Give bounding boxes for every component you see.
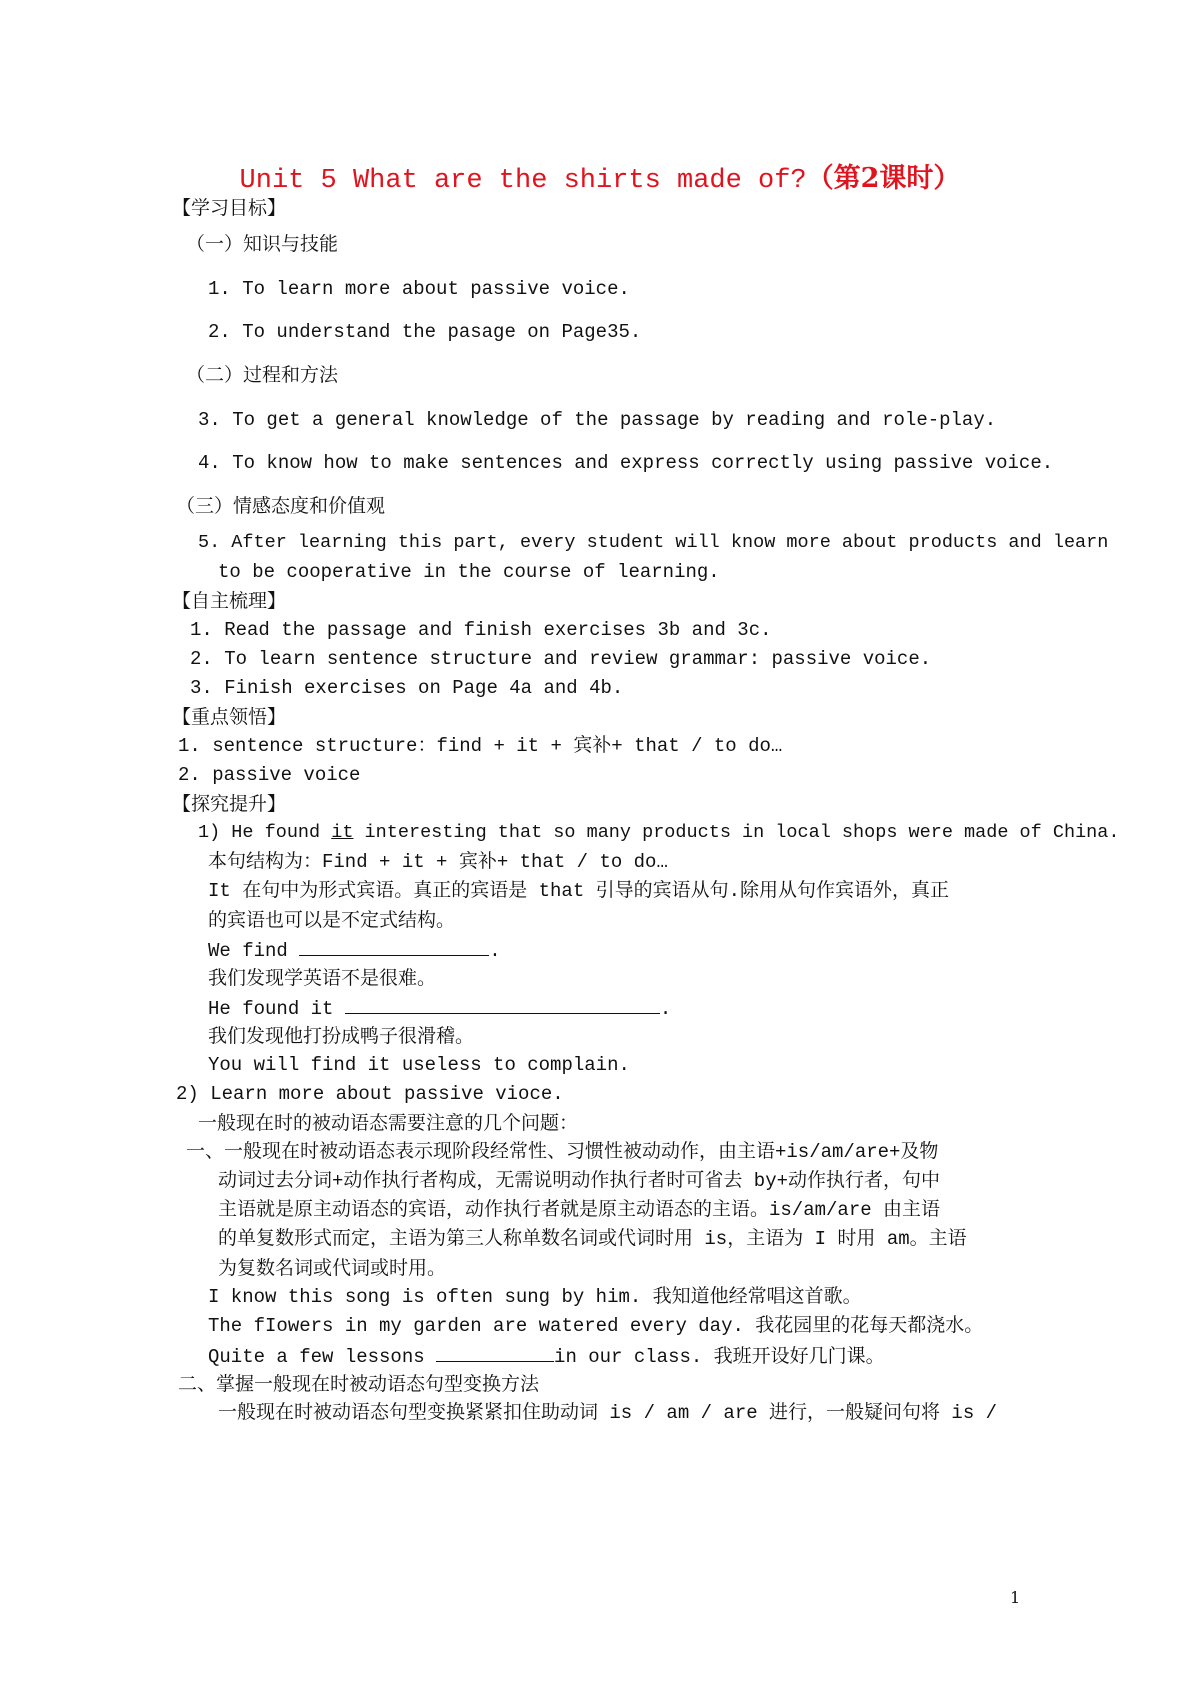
example-sentence-1: I know this song is often sung by him. 我知道他经常唱这首歌。: [208, 1286, 862, 1308]
sentence-3-blank[interactable]: [436, 1343, 554, 1362]
objective-item-5-line1: 5. After learning this part, every student will know more about products and learn: [198, 532, 1109, 553]
rule-1-line4: 的单复数形式而定，主语为第三人称单数名词或代词时用 is，主语为 I 时用 am。主语: [218, 1228, 967, 1250]
exercise-he-found-translation: 我们发现他打扮成鸭子很滑稽。: [208, 1025, 475, 1047]
example-1-structure: 本句结构为：Find + it + 宾补+ that / to do…: [208, 851, 668, 873]
we-find-blank[interactable]: [299, 937, 489, 956]
he-found-period: .: [659, 998, 672, 1020]
key-point-item-1: 1. sentence structure：find + it + 宾补+ that / to do…: [178, 735, 783, 757]
title-main: Unit 5 What are the shirts made of?: [239, 166, 807, 196]
objective-item-3: 3. To get a general knowledge of the passage by reading and role-play.: [198, 409, 997, 431]
rule-1-line3: 主语就是原主动语态的宾语，动作执行者就是原主动语态的主语。is/am/are 由主语: [218, 1199, 941, 1221]
title-lesson: （第2课时）: [806, 163, 961, 194]
sentence-3-prefix: Quite a few lessons: [208, 1346, 437, 1368]
example-2-heading: 2) Learn more about passive vioce.: [176, 1083, 564, 1105]
example-2-subheading: 一般现在时的被动语态需要注意的几个问题：: [198, 1112, 579, 1134]
we-find-text: We find: [208, 940, 288, 962]
section-heading-objectives: 【学习目标】: [172, 197, 287, 219]
example-sentence-2: The fIowers in my garden are watered every day. 我花园里的花每天都浇水。: [208, 1315, 984, 1337]
objective-item-1: 1. To learn more about passive voice.: [208, 278, 630, 300]
key-point-item-2: 2. passive voice: [178, 764, 361, 786]
objectives-part2-heading: （二）过程和方法: [186, 364, 339, 386]
example-1-sentence: [198, 821, 1119, 845]
section-heading-key-points: 【重点领悟】: [172, 706, 287, 728]
example-1-note-line1: It 在句中为形式宾语。真正的宾语是 that 引导的宾语从句.除用从句作宾语外，真正: [208, 880, 950, 902]
example-sentence-3: [208, 1343, 885, 1369]
exercise-he-found: [208, 995, 671, 1021]
exercise-we-find: [208, 937, 501, 963]
example-1-it: it: [331, 822, 354, 843]
objective-item-4: 4. To know how to make sentences and express correctly using passive voice.: [198, 452, 1054, 474]
rule-2-line1: 一般现在时被动语态句型变换紧紧扣住助动词 is / am / are 进行，一般疑问句将 is /: [218, 1402, 998, 1424]
he-found-text: He found it: [208, 998, 334, 1020]
page-number: 1: [1010, 1588, 1021, 1607]
self-study-item-2: 2. To learn sentence structure and review grammar: passive voice.: [190, 648, 932, 670]
exercise-we-find-translation: 我们发现学英语不是很难。: [208, 967, 437, 989]
rule-1-line5: 为复数名词或代词或时用。: [218, 1257, 447, 1279]
objectives-part3-heading: （三）情感态度和价值观: [176, 495, 386, 517]
example-1-prefix: 1) He found: [198, 822, 332, 843]
rule-2-heading: 二、掌握一般现在时被动语态句型变换方法: [178, 1373, 540, 1395]
rule-1-line2: 动词过去分词+动作执行者构成，无需说明动作执行者时可省去 by+动作执行者，句中: [218, 1170, 941, 1192]
example-1-note-line2: 的宾语也可以是不定式结构。: [208, 909, 456, 931]
self-study-item-1: 1. Read the passage and finish exercises 3b and 3c.: [190, 619, 772, 641]
he-found-blank[interactable]: [345, 995, 660, 1014]
page-title: [0, 162, 1200, 198]
example-you-will: You will find it useless to complain.: [208, 1054, 630, 1076]
sentence-3-suffix: in our class. 我班开设好几门课。: [554, 1346, 885, 1368]
objective-item-2: 2. To understand the pasage on Page35.: [208, 321, 642, 343]
rule-1-line1: 一、一般现在时被动语态表示现阶段经常性、习惯性被动动作，由主语+is/am/are+及物: [186, 1141, 939, 1163]
self-study-item-3: 3. Finish exercises on Page 4a and 4b.: [190, 677, 624, 699]
example-1-suffix: interesting that so many products in local shops were made of China.: [353, 822, 1120, 843]
objectives-part1-heading: （一）知识与技能: [186, 233, 339, 255]
we-find-period: .: [489, 940, 501, 962]
objective-item-5-line2: to be cooperative in the course of learning.: [218, 561, 720, 583]
section-heading-explore: 【探究提升】: [172, 793, 287, 815]
section-heading-self-study: 【自主梳理】: [172, 590, 287, 612]
